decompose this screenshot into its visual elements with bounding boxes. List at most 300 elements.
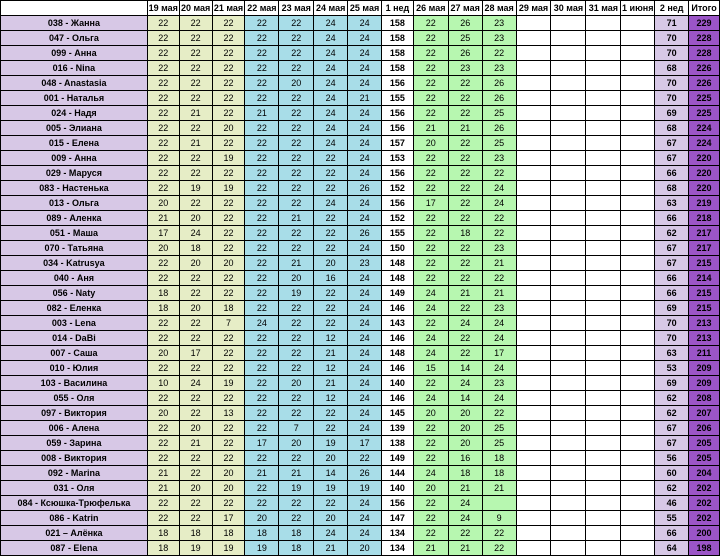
total-cell[interactable]: 202 <box>689 496 720 511</box>
day-score-cell[interactable]: 22 <box>279 406 314 421</box>
total-cell[interactable]: 220 <box>689 151 720 166</box>
total-cell[interactable]: 200 <box>689 526 720 541</box>
total-cell[interactable]: 205 <box>689 451 720 466</box>
day-score-cell[interactable] <box>551 136 586 151</box>
day-score-cell[interactable]: 20 <box>279 271 314 286</box>
participant-name[interactable]: 007 - Саша <box>1 346 148 361</box>
day-score-cell[interactable]: 22 <box>279 316 314 331</box>
day-score-cell[interactable] <box>586 256 621 271</box>
day-score-cell[interactable] <box>551 226 586 241</box>
week-sum-cell[interactable]: 64 <box>655 541 689 556</box>
day-score-cell[interactable]: 22 <box>413 496 448 511</box>
day-score-cell[interactable] <box>516 421 551 436</box>
participant-name[interactable]: 006 - Алена <box>1 421 148 436</box>
total-cell[interactable]: 205 <box>689 436 720 451</box>
day-score-cell[interactable]: 22 <box>279 451 314 466</box>
participant-name[interactable]: 048 - Anastasia <box>1 76 148 91</box>
day-score-cell[interactable] <box>621 211 655 226</box>
week-sum-cell[interactable]: 156 <box>382 106 414 121</box>
day-score-cell[interactable] <box>621 166 655 181</box>
day-score-cell[interactable] <box>586 136 621 151</box>
week-sum-cell[interactable]: 156 <box>382 496 414 511</box>
day-score-cell[interactable] <box>516 151 551 166</box>
day-score-cell[interactable] <box>586 106 621 121</box>
week-sum-cell[interactable]: 146 <box>382 361 414 376</box>
day-score-cell[interactable]: 22 <box>413 421 448 436</box>
day-score-cell[interactable]: 22 <box>314 496 348 511</box>
day-score-cell[interactable]: 26 <box>482 76 516 91</box>
day-score-cell[interactable]: 24 <box>314 91 348 106</box>
week-sum-cell[interactable]: 134 <box>382 541 414 556</box>
week-sum-cell[interactable]: 66 <box>655 271 689 286</box>
week-sum-cell[interactable]: 70 <box>655 91 689 106</box>
day-score-cell[interactable]: 22 <box>147 421 179 436</box>
day-score-cell[interactable]: 24 <box>413 466 448 481</box>
day-score-cell[interactable]: 22 <box>245 271 279 286</box>
participant-name[interactable]: 055 - Оля <box>1 391 148 406</box>
day-score-cell[interactable] <box>621 481 655 496</box>
column-header[interactable]: 27 мая <box>448 1 482 16</box>
day-score-cell[interactable] <box>621 511 655 526</box>
day-score-cell[interactable]: 20 <box>448 436 482 451</box>
participant-name[interactable]: 014 - DaBi <box>1 331 148 346</box>
day-score-cell[interactable]: 22 <box>245 136 279 151</box>
day-score-cell[interactable]: 22 <box>147 121 179 136</box>
day-score-cell[interactable]: 22 <box>147 76 179 91</box>
day-score-cell[interactable]: 22 <box>448 271 482 286</box>
day-score-cell[interactable] <box>551 376 586 391</box>
day-score-cell[interactable]: 22 <box>179 496 212 511</box>
day-score-cell[interactable]: 19 <box>212 181 245 196</box>
week-sum-cell[interactable]: 139 <box>382 421 414 436</box>
day-score-cell[interactable]: 21 <box>245 106 279 121</box>
day-score-cell[interactable]: 22 <box>245 16 279 31</box>
day-score-cell[interactable]: 22 <box>179 271 212 286</box>
day-score-cell[interactable] <box>482 496 516 511</box>
day-score-cell[interactable]: 22 <box>448 196 482 211</box>
day-score-cell[interactable]: 22 <box>212 76 245 91</box>
total-cell[interactable]: 228 <box>689 31 720 46</box>
day-score-cell[interactable]: 22 <box>279 16 314 31</box>
week-sum-cell[interactable]: 146 <box>382 301 414 316</box>
day-score-cell[interactable]: 22 <box>245 196 279 211</box>
day-score-cell[interactable]: 22 <box>482 226 516 241</box>
day-score-cell[interactable]: 21 <box>279 256 314 271</box>
day-score-cell[interactable]: 22 <box>245 91 279 106</box>
day-score-cell[interactable] <box>621 436 655 451</box>
week-sum-cell[interactable]: 153 <box>382 151 414 166</box>
day-score-cell[interactable] <box>586 361 621 376</box>
day-score-cell[interactable]: 24 <box>413 301 448 316</box>
day-score-cell[interactable]: 20 <box>212 256 245 271</box>
day-score-cell[interactable] <box>516 166 551 181</box>
day-score-cell[interactable]: 22 <box>179 361 212 376</box>
day-score-cell[interactable]: 24 <box>348 166 382 181</box>
participant-name[interactable]: 031 - Оля <box>1 481 148 496</box>
day-score-cell[interactable] <box>621 526 655 541</box>
day-score-cell[interactable]: 22 <box>413 106 448 121</box>
day-score-cell[interactable]: 21 <box>448 541 482 556</box>
day-score-cell[interactable]: 22 <box>279 181 314 196</box>
day-score-cell[interactable]: 22 <box>413 451 448 466</box>
day-score-cell[interactable]: 21 <box>179 106 212 121</box>
day-score-cell[interactable] <box>551 31 586 46</box>
day-score-cell[interactable] <box>516 541 551 556</box>
day-score-cell[interactable]: 22 <box>314 226 348 241</box>
week-sum-cell[interactable]: 147 <box>382 511 414 526</box>
day-score-cell[interactable]: 22 <box>212 106 245 121</box>
day-score-cell[interactable] <box>551 256 586 271</box>
day-score-cell[interactable]: 24 <box>348 121 382 136</box>
participant-name[interactable]: 038 - Жанна <box>1 16 148 31</box>
day-score-cell[interactable]: 21 <box>448 481 482 496</box>
week-sum-cell[interactable]: 56 <box>655 451 689 466</box>
week-sum-cell[interactable]: 134 <box>382 526 414 541</box>
week-sum-cell[interactable]: 143 <box>382 316 414 331</box>
day-score-cell[interactable]: 14 <box>448 361 482 376</box>
day-score-cell[interactable]: 17 <box>348 436 382 451</box>
day-score-cell[interactable]: 22 <box>482 46 516 61</box>
day-score-cell[interactable]: 21 <box>448 121 482 136</box>
day-score-cell[interactable] <box>621 406 655 421</box>
day-score-cell[interactable]: 22 <box>245 481 279 496</box>
day-score-cell[interactable]: 22 <box>279 226 314 241</box>
day-score-cell[interactable]: 22 <box>147 136 179 151</box>
total-cell[interactable]: 220 <box>689 181 720 196</box>
day-score-cell[interactable]: 26 <box>348 181 382 196</box>
day-score-cell[interactable]: 22 <box>147 271 179 286</box>
day-score-cell[interactable]: 22 <box>245 331 279 346</box>
day-score-cell[interactable] <box>551 241 586 256</box>
week-sum-cell[interactable]: 68 <box>655 61 689 76</box>
week-sum-cell[interactable]: 158 <box>382 31 414 46</box>
total-cell[interactable]: 225 <box>689 106 720 121</box>
day-score-cell[interactable] <box>551 421 586 436</box>
day-score-cell[interactable]: 24 <box>348 496 382 511</box>
day-score-cell[interactable] <box>516 301 551 316</box>
week-sum-cell[interactable]: 140 <box>382 376 414 391</box>
week-sum-cell[interactable]: 138 <box>382 436 414 451</box>
day-score-cell[interactable]: 22 <box>448 136 482 151</box>
day-score-cell[interactable] <box>551 211 586 226</box>
day-score-cell[interactable] <box>621 31 655 46</box>
day-score-cell[interactable]: 24 <box>348 196 382 211</box>
day-score-cell[interactable]: 17 <box>245 436 279 451</box>
day-score-cell[interactable]: 22 <box>482 211 516 226</box>
day-score-cell[interactable] <box>586 31 621 46</box>
day-score-cell[interactable]: 22 <box>179 316 212 331</box>
column-header[interactable]: 29 мая <box>516 1 551 16</box>
day-score-cell[interactable]: 22 <box>245 451 279 466</box>
participant-name[interactable]: 056 - Naty <box>1 286 148 301</box>
day-score-cell[interactable]: 22 <box>147 496 179 511</box>
participant-name[interactable]: 086 - Katrin <box>1 511 148 526</box>
day-score-cell[interactable]: 24 <box>314 121 348 136</box>
day-score-cell[interactable]: 22 <box>179 151 212 166</box>
week-sum-cell[interactable]: 67 <box>655 436 689 451</box>
day-score-cell[interactable]: 22 <box>212 436 245 451</box>
day-score-cell[interactable]: 20 <box>245 511 279 526</box>
day-score-cell[interactable] <box>516 346 551 361</box>
day-score-cell[interactable]: 24 <box>314 136 348 151</box>
day-score-cell[interactable]: 20 <box>212 481 245 496</box>
day-score-cell[interactable] <box>516 181 551 196</box>
day-score-cell[interactable] <box>586 181 621 196</box>
day-score-cell[interactable]: 20 <box>147 241 179 256</box>
day-score-cell[interactable]: 24 <box>448 376 482 391</box>
day-score-cell[interactable]: 22 <box>212 331 245 346</box>
week-sum-cell[interactable]: 156 <box>382 196 414 211</box>
day-score-cell[interactable]: 22 <box>245 61 279 76</box>
day-score-cell[interactable]: 26 <box>448 16 482 31</box>
day-score-cell[interactable] <box>586 376 621 391</box>
column-header[interactable]: 25 мая <box>348 1 382 16</box>
day-score-cell[interactable]: 25 <box>448 31 482 46</box>
day-score-cell[interactable]: 22 <box>179 46 212 61</box>
day-score-cell[interactable]: 22 <box>413 166 448 181</box>
day-score-cell[interactable]: 22 <box>212 226 245 241</box>
day-score-cell[interactable]: 22 <box>245 391 279 406</box>
day-score-cell[interactable]: 22 <box>147 436 179 451</box>
total-cell[interactable]: 213 <box>689 331 720 346</box>
day-score-cell[interactable]: 22 <box>245 76 279 91</box>
day-score-cell[interactable]: 24 <box>482 331 516 346</box>
day-score-cell[interactable]: 22 <box>413 151 448 166</box>
day-score-cell[interactable] <box>516 136 551 151</box>
day-score-cell[interactable]: 22 <box>413 61 448 76</box>
week-sum-cell[interactable]: 152 <box>382 181 414 196</box>
day-score-cell[interactable] <box>586 211 621 226</box>
day-score-cell[interactable]: 24 <box>348 151 382 166</box>
day-score-cell[interactable]: 24 <box>482 316 516 331</box>
day-score-cell[interactable]: 19 <box>279 286 314 301</box>
day-score-cell[interactable]: 20 <box>314 511 348 526</box>
day-score-cell[interactable]: 22 <box>212 286 245 301</box>
day-score-cell[interactable]: 24 <box>348 346 382 361</box>
day-score-cell[interactable] <box>516 376 551 391</box>
day-score-cell[interactable] <box>621 241 655 256</box>
day-score-cell[interactable]: 22 <box>279 241 314 256</box>
day-score-cell[interactable] <box>621 361 655 376</box>
day-score-cell[interactable] <box>551 361 586 376</box>
day-score-cell[interactable]: 22 <box>314 241 348 256</box>
column-header[interactable]: 26 мая <box>413 1 448 16</box>
week-sum-cell[interactable]: 148 <box>382 346 414 361</box>
day-score-cell[interactable]: 24 <box>179 376 212 391</box>
day-score-cell[interactable]: 17 <box>147 226 179 241</box>
day-score-cell[interactable] <box>516 406 551 421</box>
day-score-cell[interactable]: 22 <box>448 211 482 226</box>
day-score-cell[interactable] <box>551 331 586 346</box>
day-score-cell[interactable]: 22 <box>314 286 348 301</box>
day-score-cell[interactable] <box>621 196 655 211</box>
day-score-cell[interactable]: 24 <box>348 421 382 436</box>
day-score-cell[interactable]: 17 <box>179 346 212 361</box>
day-score-cell[interactable] <box>586 46 621 61</box>
day-score-cell[interactable]: 22 <box>482 406 516 421</box>
week-sum-cell[interactable]: 66 <box>655 211 689 226</box>
column-header[interactable]: 20 мая <box>179 1 212 16</box>
day-score-cell[interactable] <box>621 256 655 271</box>
day-score-cell[interactable] <box>516 481 551 496</box>
participant-name[interactable]: 059 - Зарина <box>1 436 148 451</box>
day-score-cell[interactable] <box>516 511 551 526</box>
day-score-cell[interactable] <box>516 466 551 481</box>
day-score-cell[interactable]: 22 <box>147 331 179 346</box>
column-header[interactable]: 24 мая <box>314 1 348 16</box>
week-sum-cell[interactable]: 68 <box>655 181 689 196</box>
day-score-cell[interactable]: 19 <box>179 181 212 196</box>
day-score-cell[interactable]: 22 <box>413 316 448 331</box>
day-score-cell[interactable]: 22 <box>212 271 245 286</box>
day-score-cell[interactable]: 22 <box>245 46 279 61</box>
day-score-cell[interactable]: 18 <box>482 466 516 481</box>
day-score-cell[interactable]: 22 <box>179 31 212 46</box>
day-score-cell[interactable]: 22 <box>279 331 314 346</box>
day-score-cell[interactable]: 24 <box>314 61 348 76</box>
day-score-cell[interactable]: 20 <box>279 76 314 91</box>
week-sum-cell[interactable]: 155 <box>382 91 414 106</box>
total-cell[interactable]: 228 <box>689 46 720 61</box>
day-score-cell[interactable]: 22 <box>179 391 212 406</box>
day-score-cell[interactable]: 22 <box>279 166 314 181</box>
participant-name[interactable]: 005 - Элиана <box>1 121 148 136</box>
participant-name[interactable]: 083 - Настенька <box>1 181 148 196</box>
day-score-cell[interactable]: 22 <box>348 451 382 466</box>
week-sum-cell[interactable]: 70 <box>655 316 689 331</box>
day-score-cell[interactable]: 22 <box>448 181 482 196</box>
total-cell[interactable]: 219 <box>689 196 720 211</box>
day-score-cell[interactable]: 22 <box>448 76 482 91</box>
day-score-cell[interactable] <box>516 211 551 226</box>
day-score-cell[interactable]: 22 <box>279 196 314 211</box>
day-score-cell[interactable]: 22 <box>279 496 314 511</box>
day-score-cell[interactable]: 24 <box>314 76 348 91</box>
week-sum-cell[interactable]: 146 <box>382 391 414 406</box>
day-score-cell[interactable]: 22 <box>413 526 448 541</box>
day-score-cell[interactable]: 21 <box>179 436 212 451</box>
day-score-cell[interactable] <box>586 226 621 241</box>
day-score-cell[interactable]: 22 <box>448 526 482 541</box>
column-header[interactable]: 28 мая <box>482 1 516 16</box>
day-score-cell[interactable]: 24 <box>348 406 382 421</box>
day-score-cell[interactable] <box>516 16 551 31</box>
week-sum-cell[interactable]: 155 <box>382 226 414 241</box>
day-score-cell[interactable] <box>621 421 655 436</box>
day-score-cell[interactable]: 20 <box>348 541 382 556</box>
participant-name[interactable]: 092 - Marina <box>1 466 148 481</box>
participant-name[interactable]: 070 - Татьяна <box>1 241 148 256</box>
day-score-cell[interactable] <box>551 106 586 121</box>
day-score-cell[interactable] <box>516 91 551 106</box>
day-score-cell[interactable]: 22 <box>179 466 212 481</box>
day-score-cell[interactable]: 18 <box>482 451 516 466</box>
day-score-cell[interactable]: 22 <box>245 151 279 166</box>
day-score-cell[interactable]: 22 <box>212 31 245 46</box>
day-score-cell[interactable] <box>516 121 551 136</box>
day-score-cell[interactable] <box>516 46 551 61</box>
day-score-cell[interactable]: 22 <box>147 391 179 406</box>
total-cell[interactable]: 209 <box>689 361 720 376</box>
day-score-cell[interactable]: 25 <box>482 136 516 151</box>
day-score-cell[interactable]: 22 <box>448 91 482 106</box>
day-score-cell[interactable]: 22 <box>279 91 314 106</box>
day-score-cell[interactable]: 26 <box>348 226 382 241</box>
total-cell[interactable]: 202 <box>689 481 720 496</box>
column-header[interactable]: 21 мая <box>212 1 245 16</box>
day-score-cell[interactable]: 22 <box>279 511 314 526</box>
day-score-cell[interactable] <box>551 16 586 31</box>
day-score-cell[interactable]: 24 <box>245 316 279 331</box>
day-score-cell[interactable]: 22 <box>179 196 212 211</box>
day-score-cell[interactable] <box>551 466 586 481</box>
day-score-cell[interactable]: 19 <box>212 541 245 556</box>
day-score-cell[interactable]: 22 <box>212 166 245 181</box>
day-score-cell[interactable] <box>586 526 621 541</box>
day-score-cell[interactable]: 20 <box>212 466 245 481</box>
day-score-cell[interactable]: 22 <box>279 61 314 76</box>
total-cell[interactable]: 224 <box>689 136 720 151</box>
day-score-cell[interactable]: 22 <box>413 46 448 61</box>
week-sum-cell[interactable]: 149 <box>382 286 414 301</box>
total-cell[interactable]: 207 <box>689 406 720 421</box>
week-sum-cell[interactable]: 55 <box>655 511 689 526</box>
day-score-cell[interactable] <box>516 271 551 286</box>
total-cell[interactable]: 218 <box>689 211 720 226</box>
day-score-cell[interactable]: 22 <box>179 61 212 76</box>
participant-name[interactable]: 099 - Анна <box>1 46 148 61</box>
day-score-cell[interactable]: 18 <box>245 526 279 541</box>
day-score-cell[interactable]: 22 <box>314 406 348 421</box>
day-score-cell[interactable]: 17 <box>482 346 516 361</box>
day-score-cell[interactable]: 22 <box>179 121 212 136</box>
day-score-cell[interactable]: 20 <box>147 406 179 421</box>
week-sum-cell[interactable]: 70 <box>655 331 689 346</box>
day-score-cell[interactable]: 22 <box>179 91 212 106</box>
day-score-cell[interactable]: 22 <box>448 301 482 316</box>
day-score-cell[interactable] <box>586 16 621 31</box>
day-score-cell[interactable]: 24 <box>314 196 348 211</box>
day-score-cell[interactable]: 22 <box>413 376 448 391</box>
day-score-cell[interactable]: 18 <box>448 226 482 241</box>
day-score-cell[interactable]: 20 <box>147 346 179 361</box>
day-score-cell[interactable]: 20 <box>179 421 212 436</box>
day-score-cell[interactable]: 21 <box>482 286 516 301</box>
day-score-cell[interactable] <box>586 391 621 406</box>
participant-name[interactable]: 021 – Алёнка <box>1 526 148 541</box>
week-sum-cell[interactable]: 156 <box>382 76 414 91</box>
participant-name[interactable]: 015 - Елена <box>1 136 148 151</box>
day-score-cell[interactable] <box>551 316 586 331</box>
day-score-cell[interactable]: 24 <box>448 496 482 511</box>
day-score-cell[interactable]: 22 <box>245 376 279 391</box>
day-score-cell[interactable]: 21 <box>482 481 516 496</box>
participant-name[interactable]: 087 - Elena <box>1 541 148 556</box>
day-score-cell[interactable]: 24 <box>482 361 516 376</box>
day-score-cell[interactable]: 22 <box>482 166 516 181</box>
day-score-cell[interactable]: 22 <box>212 391 245 406</box>
day-score-cell[interactable] <box>586 481 621 496</box>
week-sum-cell[interactable]: 140 <box>382 481 414 496</box>
day-score-cell[interactable] <box>516 391 551 406</box>
day-score-cell[interactable] <box>516 196 551 211</box>
day-score-cell[interactable]: 22 <box>279 346 314 361</box>
day-score-cell[interactable]: 22 <box>245 406 279 421</box>
day-score-cell[interactable] <box>516 526 551 541</box>
day-score-cell[interactable]: 19 <box>314 436 348 451</box>
day-score-cell[interactable] <box>551 61 586 76</box>
column-header[interactable]: 2 нед <box>655 1 689 16</box>
